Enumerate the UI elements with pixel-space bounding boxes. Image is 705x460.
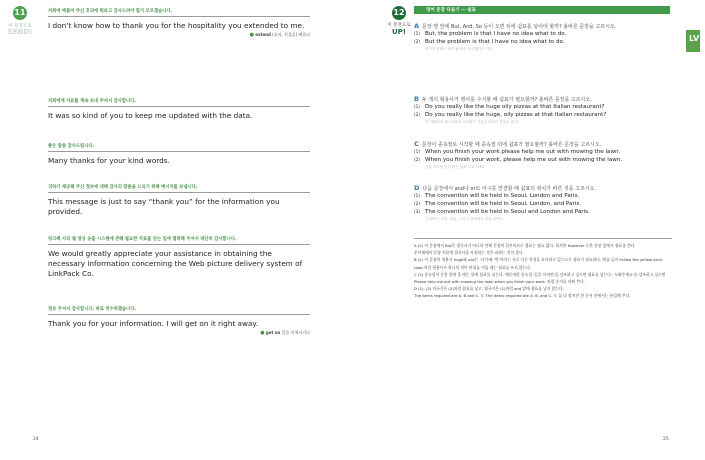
badge-small-label: 이 문장으로 [8,24,32,29]
page-number-left: 24 [33,437,39,442]
translation-hint: 그 회의는 서울, 런던, 그리고 파리에서 열릴 것이다. [425,217,504,221]
english-sentence: It was so kind of you to keep me updated with the data. [48,111,253,120]
answer-explanation [414,242,672,300]
english-sentence: This message is just to say “thank you” for the information you provided. [48,197,280,216]
level-side-tab [686,30,705,52]
right-section-badge [384,6,414,36]
option-text: Do you really like the huge, oily pizzas at that Italian restaurant? [425,112,607,118]
sentence-block-4 [48,184,310,217]
option-number: (2) [414,201,420,206]
option-number: (1) [414,31,420,36]
question-text: 문장 맨 앞에 But, And, So 등이 오면 뒤에 쉼표를 넣어야 할까? 올바른 문장을 고르시오. [422,24,617,30]
option-number: (2) [414,157,420,162]
badge-number: 11 [13,6,27,20]
divider [414,238,672,239]
korean-sentence: 저희에 베풀어 주신 호의에 뭐라고 감사드려야 할지 모르겠습니다. [48,8,310,17]
korean-sentence: 저희에게 자료를 계속 보내 주셔서 감사합니다. [48,98,310,107]
question-letter: D [414,184,420,192]
option-text: The convention will be held in Seoul and London and Paris. [425,209,590,215]
explanation-line: C (2) 종속절이 문장 앞에 올 때는 뒤에 쉼표를 넣는다. 예문처럼 종속절 '일을 마치면'을 강조하고 싶으면 쉼표를 넣는다. '도와주세요'를 강조하고 싶으면 Please help me out with mowing the lawn when you finish your work. 처럼 순서를 바꿔 쓴다. [414,271,666,285]
question-title [414,22,672,30]
option [414,156,672,164]
question-b [414,95,672,125]
page-number-right: 25 [663,437,669,442]
option [414,111,672,119]
question-letter: B [414,95,419,103]
korean-sentence: 정보 주셔서 감사합니다. 바로 착수하겠습니다. [48,306,310,315]
option [414,38,672,46]
translation-hint: 일을 마치면 잔디 깎는 일을 도와주세요. [425,165,486,169]
question-text: 두 개의 형용사가 명사를 수식할 때 쉼표가 필요할까? 올바른 문장을 고르시오. [421,97,592,103]
explanation-line: B (2) 이 문장의 형용사 huge와 oily는 '크기'와 '맛'이라는 서로 다른 특징을 묘사하고 있으므로 쉼표가 필요하다. 예를 들어 Follow the yellow brick road.처럼 형용사가 하나의 의미 단위를 이룰 때는 쉼표를 쓰지 않는다. [414,257,663,270]
option-number: (1) [414,104,420,109]
option-text: The convention will be held in Seoul, London, and Paris. [425,201,582,207]
korean-sentence: 링크팩 사의 웹 영상 송출 시스템에 관해 필요한 자료를 얻는 일에 협력해 주셔서 대단히 감사합니다. [48,236,310,245]
sentence-block-3 [48,143,310,166]
option-number: (3) [414,209,420,214]
section-header-title: 영어 문장 다듬기 — 쉼표 [426,8,476,14]
english-sentence: I don’t know how to thank you for the hospitality you extended to me. [48,21,305,30]
question-text: 다음 문장에서 and나 or로 어구를 연결할 때 쉼표의 위치가 바른 것을 고르시오. [422,186,597,192]
question-text: 문장이 종속절로 시작할 때 종속절 뒤에 쉼표가 필요할까? 올바른 문장을 고르시오. [421,142,602,148]
vocab-note: ● get on 일을 진척시키다 [260,330,310,336]
translation-hint: 저 이탈리아 레스토랑의 커다랗고 기름진 피자가 정말로 좋니? [425,120,520,124]
option-text: But the problem is that I have no idea what to do. [425,39,565,45]
explanation-line: A (2) 이 문장에서 But은 접속사가 아니라 전체 문장의 일부이므로 쉼표는 필요 없다. 하지만 However 등은 문장 앞에서 쉼표를 쓴다. [414,243,636,248]
option [414,30,672,38]
option-text: Do you really like the huge oily pizzas at that Italian restaurant? [425,104,605,110]
option [414,103,672,111]
option-text: The convention will be held in Seoul, London and Paris. [425,193,580,199]
question-d [414,184,672,222]
explanation-line: D (1), (2) 미국식은 (2)처럼 쉼표를 넣고, 영국식은 (1)처럼 and 앞에 쉼표를 넣지 않는다. [414,286,564,292]
option-number: (1) [414,193,420,198]
option-text: But, the problem is that I have no idea what to do. [425,31,567,37]
option [414,192,672,200]
sentence-block-5 [48,236,310,279]
sentence-block-6 [48,306,310,336]
left-section-badge [5,6,35,37]
option [414,148,672,156]
vocab-meaning: (호의, 친절을) 베풀다 [270,32,310,37]
korean-sentence: 귀하가 제공해 주신 정보에 대해 감사의 말씀을 드리기 위해 메시지를 보냅니다. [48,184,310,193]
explanation-line: The items required are A, B and C. 도 The items required are A, B, and C. 도 둘 다 맞지만 한 문서 안에서는 통일해 쓴다. [414,293,631,299]
english-sentence: We would greatly appreciate your assistance in obtaining the necessary information concerning the Web picture delivery system of LinkPack Co. [48,249,303,278]
option [414,208,672,216]
level-tab-label: LV1 [689,34,705,43]
vocab-word: extend [255,32,271,37]
question-a [414,22,672,52]
korean-sentence: 좋은 말씀 감사드립니다. [48,143,310,152]
english-sentence: Many thanks for your kind words. [48,156,170,165]
badge-number: 12 [392,6,406,20]
question-letter: C [414,140,419,148]
vocab-word: get on [265,330,281,335]
sentence-block-2 [48,98,310,121]
sentence-block-1 [48,8,310,38]
explanation-line: 문어체에서 문장 처음에 접속사를 사용하는 것은 피하는 것이 좋다. [414,250,524,256]
option-text: When you finish your work, please help me out with mowing the lawn. [425,157,623,163]
badge-small-label: 이 문장으로 [387,23,411,28]
question-title [414,140,672,148]
option-number: (1) [414,149,420,154]
english-sentence: Thank you for your information. I will get on it right away. [48,319,259,328]
question-letter: A [414,22,420,30]
vocab-note: ● extend (호의, 친절을) 베풀다 [249,32,310,38]
section-header-bar [414,6,670,14]
option-number: (2) [414,112,420,117]
translation-hint: 하지만 문제는 내가 뭘 할지 모르겠다는 거다. [425,47,494,51]
option [414,200,672,208]
vocab-meaning: 일을 진척시키다 [280,330,310,335]
badge-big-label: UP! [391,28,406,36]
option-text: When you finish your work please help me out with mowing the lawn. [425,149,621,155]
question-c [414,140,672,170]
question-title [414,184,672,192]
badge-big-label: SEND! [7,28,33,36]
question-title [414,95,672,103]
option-number: (2) [414,39,420,44]
